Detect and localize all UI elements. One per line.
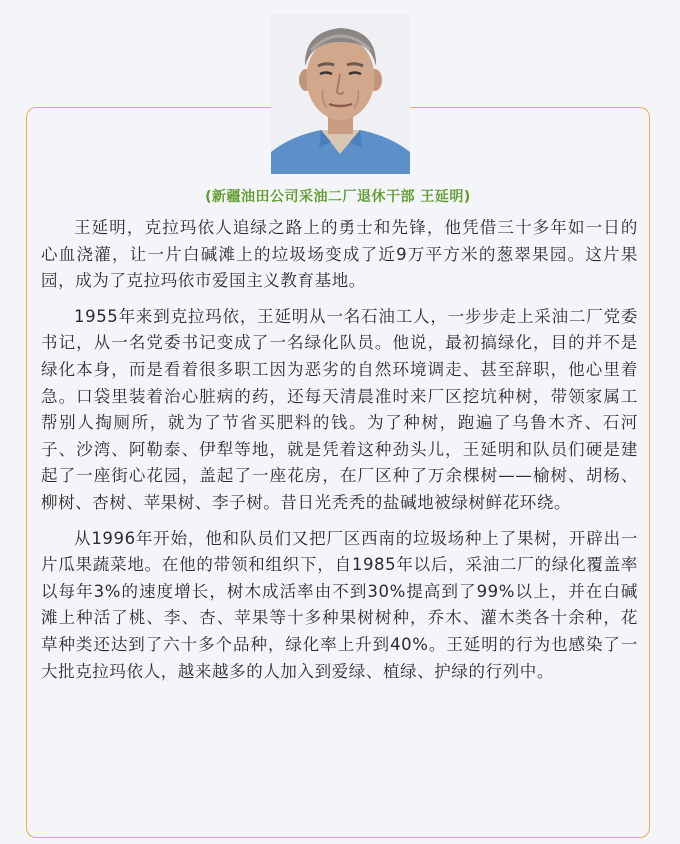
paragraph-1: 王延明，克拉玛依人追绿之路上的勇士和先锋，他凭借三十多年如一日的心血浇灌，让一片白碱滩上的垃圾场变成了近9万平方米的葱翠果园。这片果园，成为了克拉玛依市爱国主义教育基地。 — [41, 218, 638, 291]
portrait-photo — [271, 14, 410, 174]
paragraph-3: 从1996年开始，他和队员们又把厂区西南的垃圾场种上了果树，开辟出一片瓜果蔬菜地。在他的带领和组织下，自1985年以后，采油二厂的绿化覆盖率以每年3%的速度增长，树木成活率由不到30%提高到了99%以上，并在白碱滩上种活了桃、李、杏、苹果等十多种果树树种，乔木、灌木类各十余种，花草种类还达到了六十多个品种，绿化率上升到40%。王延明的行为也感染了一大批克拉玛依人，越来越多的人加入到爱绿、植绿、护绿的行列中。 — [41, 528, 638, 681]
photo-caption: (新疆油田公司采油二厂退休干部 王延明) — [205, 189, 471, 205]
article-body — [41, 215, 638, 694]
paragraph-2: 1955年来到克拉玛依，王延明从一名石油工人，一步步走上采油二厂党委书记，从一名党委书记变成了一名绿化队员。他说，最初搞绿化，目的并不是绿化本身，而是看着很多职工因为恶劣的自然环境调走、甚至辞职，他心里着急。口袋里装着治心脏病的药，还每天清晨准时来厂区挖坑种树，带领家属工帮别人掏厕所，就为了节省买肥料的钱。为了种树，跑遍了乌鲁木齐、石河子、沙湾、阿勒泰、伊犁等地，就是凭着这种劲头儿，王延明和队员们硬是建起了一座街心花园，盖起了一座花房，在厂区种了万余棵树——榆树、胡杨、柳树、杏树、苹果树、李子树。昔日光秃秃的盐碱地被绿树鲜花环绕。 — [41, 306, 638, 512]
